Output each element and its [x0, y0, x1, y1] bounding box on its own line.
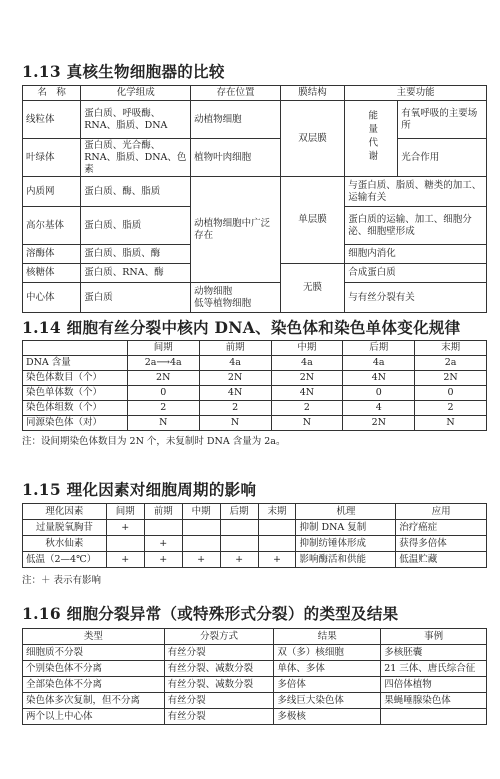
cell-type: 细胞质不分裂 — [23, 645, 165, 661]
row-label: 染色体数目（个） — [23, 371, 128, 386]
row-name: 线粒体 — [23, 101, 81, 139]
cell-application: 获得多倍体 — [396, 536, 487, 552]
table-row — [23, 177, 487, 207]
physicochemical-factors-table — [22, 503, 487, 568]
header-prophase: 前期 — [144, 504, 182, 520]
cell-type: 染色体多次复制，但不分离 — [23, 693, 165, 709]
table-header-row — [23, 341, 487, 356]
membrane-none: 无膜 — [280, 264, 344, 313]
cell: 2a⟶4a — [127, 356, 199, 371]
cell-type: 个别染色体不分离 — [23, 661, 165, 677]
header-metaphase: 中期 — [182, 504, 220, 520]
note-1-15: 注：＋ 表示有影响 — [22, 575, 102, 586]
cell — [220, 536, 258, 552]
note-1-14: 注：设间期染色体数目为 2N 个，未复制时 DNA 含量为 2a。 — [22, 436, 286, 447]
section-title-1-16: 1.16 细胞分裂异常（或特殊形式分裂）的类型及结果 — [22, 604, 399, 623]
header-composition: 化学组成 — [81, 86, 191, 101]
table-row — [23, 693, 487, 709]
cell: 2N — [199, 371, 271, 386]
row-function: 与蛋白质、脂质、糖类的加工、运输有关 — [345, 177, 487, 207]
header-metaphase: 中期 — [271, 341, 343, 356]
cell: + — [144, 552, 182, 568]
cell: N — [415, 416, 487, 431]
location-centrosome: 动物细胞 低等植物细胞 — [191, 283, 281, 313]
cell: 2 — [271, 401, 343, 416]
cell: + — [182, 552, 220, 568]
header-interphase: 间期 — [127, 341, 199, 356]
cell: 2N — [271, 371, 343, 386]
cell: N — [127, 416, 199, 431]
mitosis-change-table — [22, 340, 487, 431]
cell: 2N — [127, 371, 199, 386]
table-row — [23, 386, 487, 401]
membrane-single: 单层膜 — [280, 177, 344, 264]
cell-mechanism: 抑制 DNA 复制 — [296, 520, 396, 536]
cell — [258, 520, 296, 536]
cell: 2 — [415, 401, 487, 416]
table-row — [23, 139, 487, 177]
cell-mode: 有丝分裂 — [164, 693, 274, 709]
row-name: 内质网 — [23, 177, 81, 207]
cell-mechanism: 抑制纺锤体形成 — [296, 536, 396, 552]
cell: 4N — [271, 386, 343, 401]
cell-example: 多核胚囊 — [381, 645, 487, 661]
header-function: 主要功能 — [345, 86, 487, 101]
row-function: 光合作用 — [398, 139, 487, 177]
cell-result: 多线巨大染色体 — [274, 693, 381, 709]
cell: 2N — [343, 416, 415, 431]
header-division-mode: 分裂方式 — [164, 629, 274, 645]
cell: 0 — [127, 386, 199, 401]
row-composition: 蛋白质、光合酶、RNA、脂质、DNA、色素 — [81, 139, 191, 177]
cell-result: 双（多）核细胞 — [274, 645, 381, 661]
header-name: 名 称 — [23, 86, 81, 101]
table-row — [23, 677, 487, 693]
cell: 4 — [343, 401, 415, 416]
cell: 4a — [271, 356, 343, 371]
cell-mode: 有丝分裂、减数分裂 — [164, 677, 274, 693]
section-title-1-15: 1.15 理化因素对细胞周期的影响 — [22, 480, 257, 499]
row-name: 溶酶体 — [23, 245, 81, 264]
table-row — [23, 283, 487, 313]
cell — [106, 536, 144, 552]
cell-example: 果蝇唾腺染色体 — [381, 693, 487, 709]
table-row — [23, 645, 487, 661]
cell-result: 多倍体 — [274, 677, 381, 693]
cell: + — [258, 552, 296, 568]
header-prophase: 前期 — [199, 341, 271, 356]
energy-metabolism-label: 能量代谢 — [366, 109, 378, 164]
cell-type: 两个以上中心体 — [23, 709, 165, 725]
cell — [258, 536, 296, 552]
row-name: 核糖体 — [23, 264, 81, 283]
cell-result: 多极核 — [274, 709, 381, 725]
abnormal-division-table — [22, 628, 487, 725]
row-label: 染色单体数（个） — [23, 386, 128, 401]
row-name: 中心体 — [23, 283, 81, 313]
cell: 4N — [343, 371, 415, 386]
header-result: 结果 — [274, 629, 381, 645]
membrane-double: 双层膜 — [280, 101, 344, 177]
row-function: 蛋白质的运输、加工、细胞分泌、细胞壁形成 — [345, 207, 487, 245]
table-row — [23, 371, 487, 386]
row-composition: 蛋白质 — [81, 283, 191, 313]
cell — [182, 520, 220, 536]
cell: 0 — [415, 386, 487, 401]
row-location: 动植物细胞 — [191, 101, 281, 139]
cell: N — [199, 416, 271, 431]
row-function: 合成蛋白质 — [345, 264, 487, 283]
table-row — [23, 536, 487, 552]
cell: + — [106, 552, 144, 568]
row-function: 细胞内消化 — [345, 245, 487, 264]
header-anaphase: 后期 — [343, 341, 415, 356]
cell-mode: 有丝分裂 — [164, 709, 274, 725]
table-row — [23, 552, 487, 568]
table-row — [23, 356, 487, 371]
cell: N — [271, 416, 343, 431]
cell: 4a — [199, 356, 271, 371]
header-blank — [23, 341, 128, 356]
cell: 2 — [199, 401, 271, 416]
header-membrane: 膜结构 — [280, 86, 344, 101]
cell-example: 四倍体植物 — [381, 677, 487, 693]
table-row — [23, 416, 487, 431]
row-name: 高尔基体 — [23, 207, 81, 245]
cell — [144, 520, 182, 536]
table-row — [23, 101, 487, 139]
organelle-comparison-table — [22, 85, 487, 313]
row-function: 有氧呼吸的主要场所 — [398, 101, 487, 139]
row-composition: 蛋白质、呼吸酶、RNA、脂质、DNA — [81, 101, 191, 139]
row-label: 染色体组数（个） — [23, 401, 128, 416]
cell: 0 — [343, 386, 415, 401]
header-anaphase: 后期 — [220, 504, 258, 520]
table-row — [23, 661, 487, 677]
cell-example: 21 三体、唐氏综合征 — [381, 661, 487, 677]
location-wide: 动植物细胞中广泛存在 — [191, 177, 281, 283]
table-row — [23, 520, 487, 536]
cell — [182, 536, 220, 552]
table-row — [23, 709, 487, 725]
cell: + — [220, 552, 258, 568]
row-label: 低温（2—4℃） — [23, 552, 107, 568]
header-telophase: 末期 — [258, 504, 296, 520]
section-title-1-14: 1.14 细胞有丝分裂中核内 DNA、染色体和染色单体变化规律 — [22, 318, 461, 337]
header-factor: 理化因素 — [23, 504, 107, 520]
row-name: 叶绿体 — [23, 139, 81, 177]
cell-mode: 有丝分裂、减数分裂 — [164, 661, 274, 677]
cell-application: 低温贮藏 — [396, 552, 487, 568]
header-type: 类型 — [23, 629, 165, 645]
table-header-row — [23, 86, 487, 101]
row-composition: 蛋白质、脂质、酶 — [81, 245, 191, 264]
cell-type: 全部染色体不分离 — [23, 677, 165, 693]
row-function: 与有丝分裂有关 — [345, 283, 487, 313]
table-header-row — [23, 504, 487, 520]
cell: 4a — [343, 356, 415, 371]
cell: 4N — [199, 386, 271, 401]
cell — [220, 520, 258, 536]
row-label: 秋水仙素 — [23, 536, 107, 552]
row-label: 过量脱氧胸苷 — [23, 520, 107, 536]
row-location: 植物叶肉细胞 — [191, 139, 281, 177]
cell-mode: 有丝分裂 — [164, 645, 274, 661]
row-composition: 蛋白质、脂质 — [81, 207, 191, 245]
header-mechanism: 机理 — [296, 504, 396, 520]
table-row — [23, 401, 487, 416]
header-interphase: 间期 — [106, 504, 144, 520]
header-example: 事例 — [381, 629, 487, 645]
cell: 2a — [415, 356, 487, 371]
cell: 2 — [127, 401, 199, 416]
cell-application: 治疗癌症 — [396, 520, 487, 536]
cell-mechanism: 影响酶活和供能 — [296, 552, 396, 568]
cell-result: 单体、多体 — [274, 661, 381, 677]
cell: 2N — [415, 371, 487, 386]
row-label: DNA 含量 — [23, 356, 128, 371]
section-title-1-13: 1.13 真核生物细胞器的比较 — [22, 62, 225, 81]
row-composition: 蛋白质、酶、脂质 — [81, 177, 191, 207]
row-composition: 蛋白质、RNA、酶 — [81, 264, 191, 283]
header-application: 应用 — [396, 504, 487, 520]
table-header-row — [23, 629, 487, 645]
header-location: 存在位置 — [191, 86, 281, 101]
header-telophase: 末期 — [415, 341, 487, 356]
row-label: 同源染色体（对） — [23, 416, 128, 431]
cell: + — [144, 536, 182, 552]
cell: + — [106, 520, 144, 536]
cell-example — [381, 709, 487, 725]
